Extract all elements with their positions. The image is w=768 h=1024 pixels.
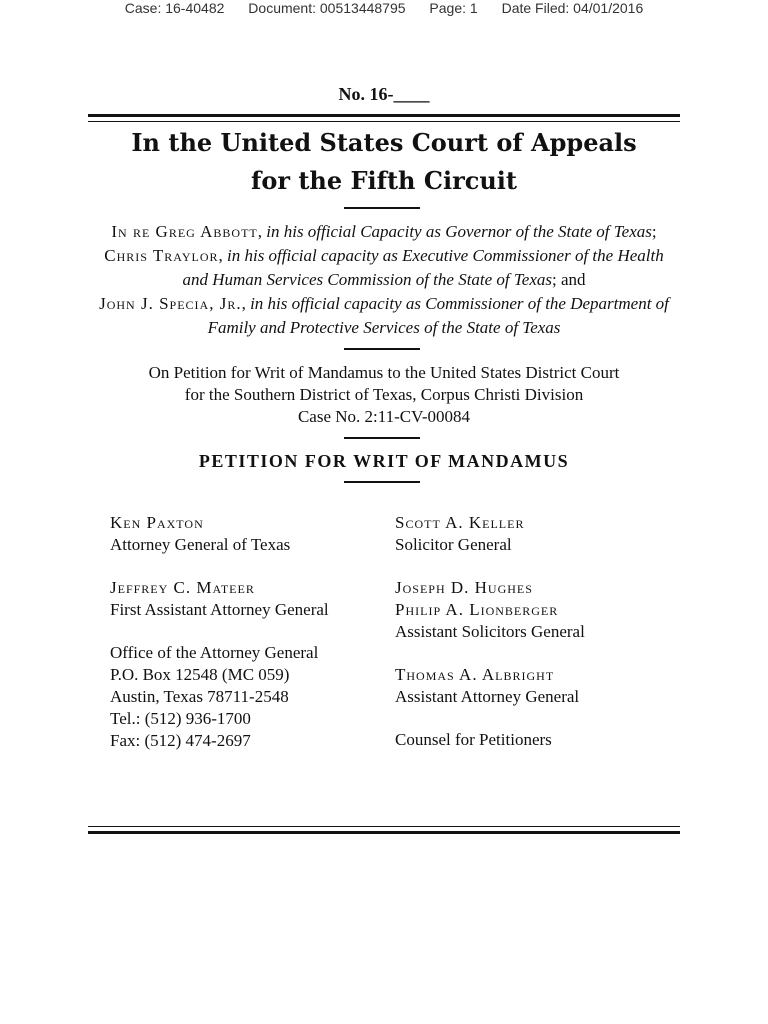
party-name: Chris Traylor [104, 246, 219, 265]
counsel-title: Assistant Attorney General [395, 687, 580, 706]
filing-header [0, 0, 768, 18]
party-caption [0, 220, 768, 340]
party-capacity: and Human Services Commission of the State of Texas [182, 270, 553, 289]
bottom-double-rule [88, 826, 680, 834]
court-name-line1: In the United States Court of Appeals [131, 128, 637, 157]
party-capacity: Family and Protective Services of the State of Texas [207, 318, 561, 337]
date-filed: Date Filed: 04/01/2016 [501, 0, 644, 16]
counsel-name: Jeffrey C. Mateer [110, 578, 255, 597]
office-fax: Fax: (512) 474-2697 [110, 731, 251, 750]
counsel-name: Scott A. Keller [395, 513, 525, 532]
lower-court-case-number: Case No. 2:11-CV-00084 [297, 407, 471, 426]
counsel-title: First Assistant Attorney General [110, 600, 329, 619]
counsel-name: Joseph D. Hughes [395, 578, 533, 597]
office-name: Office of the Attorney General [110, 643, 319, 662]
document-number: Document: 00513448795 [248, 0, 406, 16]
case-number: Case: 16-40482 [124, 0, 225, 16]
petition-origin-line: for the Southern District of Texas, Corpus Christi Division [184, 385, 584, 404]
counsel-name: Thomas A. Albright [395, 665, 555, 684]
counsel-for-label: Counsel for Petitioners [395, 730, 552, 749]
party-capacity: in his official capacity as Executive Commissioner of the Health [227, 246, 664, 265]
party-line [0, 316, 768, 340]
counsel-left-column [110, 512, 329, 752]
counsel-name: Philip A. Lionberger [395, 600, 559, 619]
divider [344, 348, 420, 350]
petition-origin [0, 362, 768, 428]
counsel-right-column [395, 512, 585, 751]
divider [344, 481, 420, 483]
document-title: PETITION FOR WRIT OF MANDAMUS [198, 451, 570, 471]
page-number: Page: 1 [429, 0, 478, 16]
party-line: John J. Specia, Jr., in his official capacity as Commissioner of the Department of [99, 294, 669, 313]
party-line [0, 268, 768, 292]
party-line: Chris Traylor, in his official capacity as Executive Commissioner of the Health [104, 246, 664, 265]
counsel-name: Ken Paxton [110, 513, 204, 532]
party-line: In re Greg Abbott, in his official Capacity as Governor of the State of Texas; [111, 222, 657, 241]
office-po-box: P.O. Box 12548 (MC 059) [110, 665, 290, 684]
counsel-title: Attorney General of Texas [110, 535, 291, 554]
office-city: Austin, Texas 78711-2548 [110, 687, 289, 706]
counsel-title: Assistant Solicitors General [395, 622, 585, 641]
docket-number: No. 16-____ [338, 84, 430, 104]
counsel-title: Solicitor General [395, 535, 512, 554]
court-name-line2: for the Fifth Circuit [251, 166, 517, 195]
divider [344, 437, 420, 439]
office-phone: Tel.: (512) 936-1700 [110, 709, 251, 728]
party-capacity: in his official capacity as Commissioner of the Department of [250, 294, 669, 313]
conjunction: ; and [552, 270, 586, 289]
top-double-rule [88, 114, 680, 122]
petition-origin-line: On Petition for Writ of Mandamus to the United States District Court [148, 363, 620, 382]
party-capacity: in his official Capacity as Governor of the State of Texas [266, 222, 652, 241]
party-name: In re Greg Abbott [111, 222, 258, 241]
party-name: John J. Specia, Jr. [99, 294, 242, 313]
divider [344, 207, 420, 209]
